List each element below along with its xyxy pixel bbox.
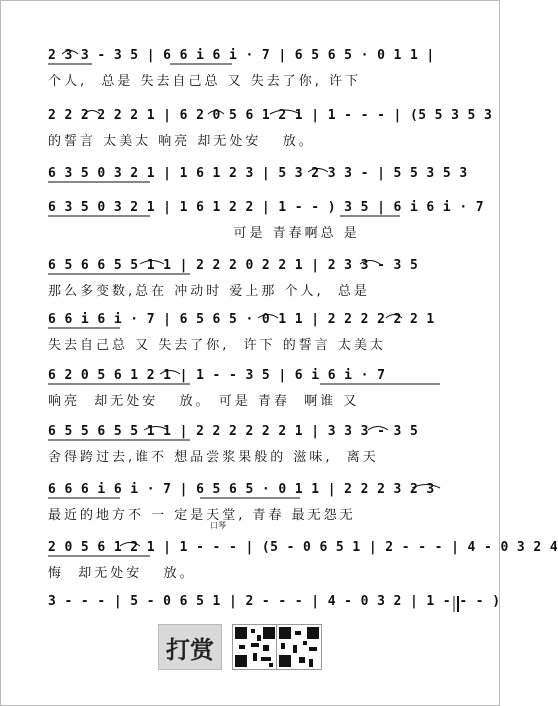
notes-row: 6 6 i 6 i · 7 | 6 5 6 5 · 0 1 1 | 2 2 2 2 2 2 1 [48, 312, 435, 327]
notes-row: 6 2 0 5 6 1 2 1 | 1 - - 3 5 | 6 i 6 i · 7 [48, 368, 386, 383]
lyrics-row: 舍得跨过去,谁不 想品尝浆果般的 滋味, 离天 [48, 450, 379, 465]
lyrics-row: 失去自己总 又 失去了你, 许下 的誓言 太美太 [48, 338, 386, 353]
notes-row: 6 3 5 0 3 2 1 | 1 6 1 2 2 | 1 - - ) 3 5 | 6 i 6 i · 7 [48, 200, 485, 215]
notes-row: 2 3 3 - 3 5 | 6 6 i 6 i · 7 | 6 5 6 5 · 0 1 1 | [48, 48, 435, 63]
notes-row: 2 2 2 2 2 2 1 | 6 2 0 5 6 1 2 1 | 1 - - - | (5 5 3 5 3 [48, 108, 493, 123]
lyrics-row: 悔 却无处安 放。 [48, 566, 196, 581]
instrument-label: 口琴 [210, 521, 226, 530]
notes-row: 6 3 5 0 3 2 1 | 1 6 1 2 3 | 5 3 2 3 3 - | 5 5 3 5 3 [48, 166, 468, 181]
lyrics-row: 最近的地方不 一 定是天堂, 青春 最无怨无 [48, 508, 356, 523]
notes-row: 6 6 6 i 6 i · 7 | 6 5 6 5 · 0 1 1 | 2 2 2 3 2 3 [48, 482, 435, 497]
notes-row: 6 5 6 6 5 5 1 1 | 2 2 2 0 2 2 1 | 2 3 3 - 3 5 [48, 258, 419, 273]
reward-button[interactable]: 打赏 [158, 624, 222, 670]
lyrics-row: 的誓言 太美太 响亮 却无处安 放。 [48, 134, 315, 149]
lyrics-row: 可是 青春啊总 是 [48, 226, 360, 241]
lyrics-row: 个人, 总是 失去自己总 又 失去了你, 许下 [48, 74, 362, 89]
notes-row: 3 - - - | 5 - 0 6 5 1 | 2 - - - | 4 - 0 3 2 | 1 - - - ) [48, 594, 501, 609]
lyrics-row: 响亮 却无处安 放。 可是 青春 啊谁 又 [48, 394, 360, 409]
lyrics-row: 那么多变数,总在 冲动时 爱上那 个人, 总是 [48, 284, 370, 299]
notes-row: 2 0 5 6 1 2 1 | 1 - - - | (5 - 0 6 5 1 | 2 - - - | 4 - 0 3 2 4 [48, 540, 558, 555]
notes-row: 6 5 5 6 5 5 1 1 | 2 2 2 2 2 2 1 | 3 3 3 - 3 5 [48, 424, 419, 439]
